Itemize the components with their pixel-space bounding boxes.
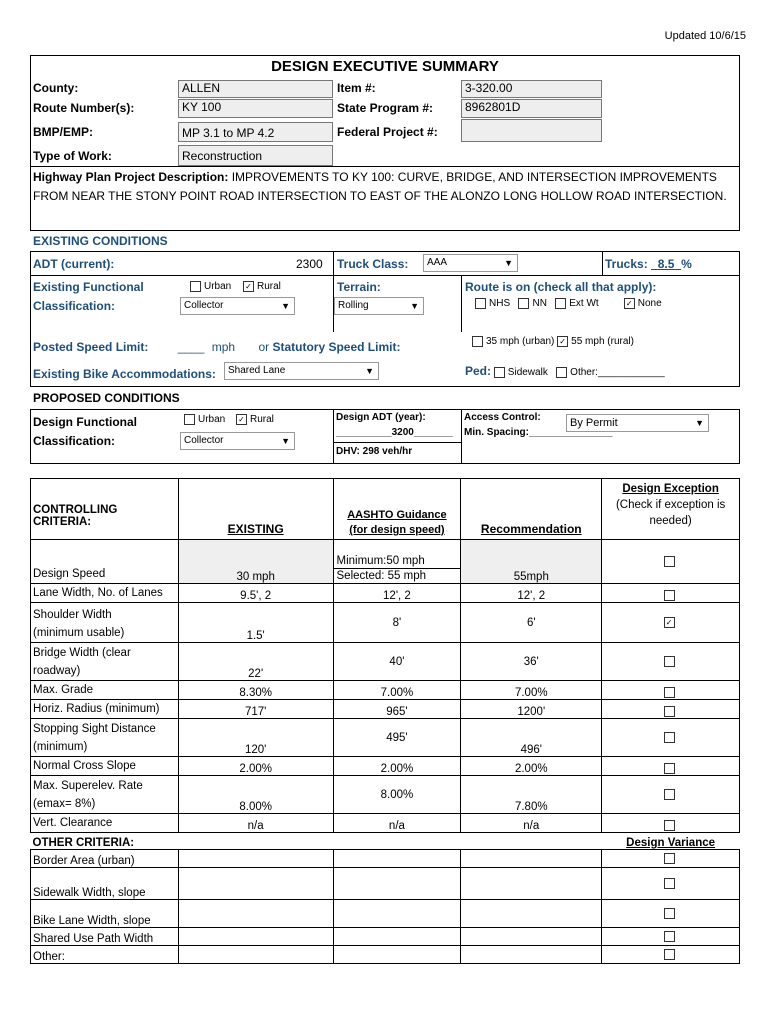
other-criteria-label: Sidewalk Width, slope [31, 868, 179, 900]
sidewalk-label: Sidewalk [507, 367, 548, 378]
recommendation-value[interactable]: n/a [461, 814, 602, 833]
criteria-label-2: roadway) [33, 665, 81, 677]
design-variance-head: Design Variance [626, 837, 716, 849]
recommendation-value[interactable]: 1200' [461, 700, 602, 719]
criteria-label-2: (emax= 8%) [33, 798, 96, 810]
trucks-value[interactable] [651, 257, 681, 271]
exception-cell [602, 584, 740, 603]
recommendation-value[interactable]: 496' [461, 719, 602, 757]
nhs-option[interactable] [475, 298, 510, 309]
checkbox-checked-icon: ✓ [624, 298, 635, 309]
route-on-label: Route is on (check all that apply): [465, 280, 657, 294]
posted-mph: mph [211, 340, 236, 354]
criteria-label-1: Max. Grade [33, 684, 94, 696]
criteria-row [31, 814, 740, 833]
recommendation-value[interactable]: 2.00% [461, 757, 602, 776]
criteria-row [31, 603, 740, 643]
extwt-label: Ext Wt [569, 298, 599, 310]
criteria-row [31, 681, 740, 700]
variance-cell [602, 900, 740, 928]
checkbox-icon[interactable] [664, 556, 675, 567]
spacer-cell [333, 833, 461, 850]
existing-value[interactable]: 8.30% [178, 681, 333, 700]
proposed-urban-option[interactable] [184, 414, 225, 425]
other-criteria-value[interactable] [461, 850, 602, 868]
description-text: IMPROVEMENTS TO KY 100: CURVE, BRIDGE, AND INTERSECTION IMPROVEMENTS FROM NEAR THE STONY POINT ROAD INTERSECTION TO EAST OF THE ALONZO LONG HOLLOW ROAD INTERSECTION. [33, 170, 727, 203]
design-adt-label: Design ADT (year): [336, 412, 426, 423]
chevron-down-icon: ▼ [504, 258, 513, 268]
aashto-head [333, 479, 461, 540]
checkbox-icon[interactable] [664, 732, 675, 743]
terrain-select[interactable] [334, 297, 424, 315]
min-spacing-label[interactable]: Min. Spacing:_______________ [464, 427, 613, 438]
existing-value[interactable]: 717' [178, 700, 333, 719]
checkbox-icon [475, 298, 486, 309]
checkbox-icon[interactable] [664, 590, 675, 601]
other-criteria-value[interactable] [461, 946, 602, 964]
checkbox-checked-icon[interactable]: ✓ [664, 617, 675, 628]
mph55-option[interactable] [557, 336, 634, 347]
other-criteria-value[interactable] [333, 928, 461, 946]
project-description [33, 168, 733, 206]
access-control-label: Access Control: [464, 412, 541, 423]
ped-label: Ped: [465, 364, 492, 378]
description-label: Highway Plan Project Description: [33, 170, 229, 184]
chevron-down-icon: ▼ [281, 436, 290, 446]
exception-cell [602, 757, 740, 776]
existing-value[interactable]: 1.5' [178, 603, 333, 643]
aashto-value[interactable]: n/a [333, 814, 461, 833]
checkbox-icon[interactable] [664, 706, 675, 717]
dhv-divider [333, 442, 461, 443]
exception-cell [602, 540, 740, 584]
chevron-down-icon: ▼ [365, 366, 374, 376]
chevron-down-icon: ▼ [281, 301, 290, 311]
design-speed-minimum: Minimum:50 mph [334, 554, 461, 569]
other-criteria-row [31, 928, 740, 946]
other-criteria-row [31, 868, 740, 900]
criteria-head-1: CONTROLLING [33, 504, 118, 516]
checkbox-icon [190, 281, 201, 292]
criteria-row [31, 719, 740, 757]
criteria-label [31, 719, 179, 757]
updated-date: Updated 10/6/15 [664, 30, 746, 42]
other-criteria-row [31, 946, 740, 964]
chevron-down-icon: ▼ [410, 301, 419, 311]
design-speed-selected: Selected: 55 mph [336, 570, 427, 582]
criteria-row [31, 584, 740, 603]
other-criteria-value[interactable] [178, 900, 333, 928]
recommendation-value[interactable]: 36' [461, 643, 602, 681]
criteria-label-1: Horiz. Radius (minimum) [33, 703, 160, 715]
truck-class-select[interactable] [423, 254, 518, 272]
checkbox-icon[interactable] [664, 763, 675, 774]
checkbox-icon [518, 298, 529, 309]
federal-project-label: Federal Project #: [337, 125, 438, 139]
dhv-text: DHV: 298 veh/hr [336, 446, 413, 457]
trucks-percent: 8.5 [657, 257, 675, 271]
existing-vline-1 [333, 251, 334, 332]
proposed-rural-option[interactable] [236, 414, 274, 425]
rural-label: Rural [257, 281, 281, 293]
existing-value[interactable]: 9.5', 2 [178, 584, 333, 603]
other-criteria-value[interactable] [178, 868, 333, 900]
existing-row-divider [30, 275, 740, 276]
mph35-option[interactable] [472, 336, 554, 347]
existing-value[interactable]: 120' [178, 719, 333, 757]
design-adt-number: 3200 [391, 427, 414, 438]
page-title: DESIGN EXECUTIVE SUMMARY [271, 58, 499, 75]
criteria-label-1: Shoulder Width [33, 609, 112, 621]
checkbox-icon [555, 298, 566, 309]
variance-cell [602, 850, 740, 868]
criteria-label-1: Design Speed [33, 568, 106, 580]
criteria-label [31, 757, 179, 776]
bmp-field[interactable]: MP 3.1 to MP 4.2 [178, 122, 333, 142]
access-control-value: By Permit [570, 417, 618, 429]
criteria-label-1: Lane Width, No. of Lanes [33, 587, 163, 599]
variance-cell [602, 928, 740, 946]
exception-cell [602, 719, 740, 757]
existing-value[interactable]: n/a [178, 814, 333, 833]
existing-value[interactable]: 2.00% [178, 757, 333, 776]
checkbox-checked-icon: ✓ [243, 281, 254, 292]
recommendation-head: Recommendation [461, 479, 602, 540]
trucks-unit: % [681, 257, 692, 271]
criteria-label [31, 603, 179, 643]
variance-cell [602, 946, 740, 964]
criteria-label-1: Bridge Width (clear [33, 647, 131, 659]
urban-label: Urban [204, 281, 232, 293]
other-option[interactable]: Other:____________ [556, 367, 665, 378]
aashto-value[interactable]: 965' [333, 700, 461, 719]
min-spacing-text: Min. Spacing: [464, 427, 529, 438]
criteria-label-1: Vert. Clearance [33, 817, 113, 829]
checkbox-icon[interactable] [664, 908, 675, 919]
spacer-cell [178, 833, 333, 850]
design-exception-head [602, 479, 740, 540]
other-criteria-label: Border Area (urban) [31, 850, 179, 868]
county-label: County: [33, 81, 79, 95]
existing-value[interactable]: 22' [178, 643, 333, 681]
other-criteria-value[interactable] [333, 946, 461, 964]
checkbox-checked-icon: ✓ [557, 336, 568, 347]
criteria-label [31, 814, 179, 833]
recommendation-value[interactable]: 7.00% [461, 681, 602, 700]
exception-head-2: (Check if exception is [615, 499, 726, 511]
work-field[interactable]: Reconstruction [178, 145, 333, 166]
exception-cell [602, 700, 740, 719]
criteria-row [31, 776, 740, 814]
trucks-label [605, 257, 692, 271]
recommendation-value[interactable]: 55mph [461, 540, 602, 584]
proposed-vline-2 [461, 409, 462, 464]
bike-select[interactable] [224, 362, 379, 380]
criteria-label [31, 540, 179, 584]
aashto-value[interactable]: 8' [333, 603, 461, 643]
aashto-head-1: AASHTO Guidance [347, 509, 447, 521]
criteria-label-1: Normal Cross Slope [33, 760, 136, 772]
checkbox-icon[interactable] [664, 789, 675, 800]
aashto-value[interactable]: 12', 2 [333, 584, 461, 603]
bike-value: Shared Lane [228, 365, 286, 376]
or-label: or [258, 340, 270, 354]
criteria-body [31, 540, 740, 833]
existing-func-select[interactable] [180, 297, 295, 315]
other-criteria-row [31, 900, 740, 928]
exception-cell [602, 681, 740, 700]
criteria-header-row [31, 479, 740, 540]
checkbox-icon [472, 336, 483, 347]
county-field[interactable]: ALLEN [178, 80, 333, 98]
trucks-label-text: Trucks: [605, 257, 648, 271]
proposed-vline-1 [333, 409, 334, 464]
proposed-func-label-1: Design Functional [33, 415, 138, 429]
none-label: None [637, 298, 662, 310]
other-criteria-body [31, 850, 740, 964]
route-on-options [475, 298, 662, 309]
none-option[interactable] [624, 298, 662, 309]
checkbox-icon[interactable] [664, 853, 675, 864]
criteria-label-1: Stopping Sight Distance [33, 723, 156, 735]
mph55-label: 55 mph (rural) [571, 336, 634, 348]
checkbox-icon [556, 367, 567, 378]
posted-speed-label: Posted Speed Limit: [33, 340, 149, 354]
route-field[interactable]: KY 100 [178, 99, 333, 118]
criteria-label-1: Max. Superelev. Rate [33, 780, 143, 792]
aashto-value[interactable]: 8.00% [333, 776, 461, 814]
checkbox-icon[interactable] [664, 878, 675, 889]
aashto-value[interactable]: 40' [333, 643, 461, 681]
criteria-row [31, 540, 740, 584]
exception-head-3: needed) [649, 515, 692, 527]
checkbox-icon [184, 414, 195, 425]
checkbox-icon [494, 367, 505, 378]
spacer-cell [461, 833, 602, 850]
mph35-label: 35 mph (urban) [486, 336, 555, 348]
existing-rural-option[interactable] [243, 281, 281, 292]
other-criteria-value[interactable] [333, 868, 461, 900]
description-divider [30, 166, 740, 167]
criteria-head [31, 479, 179, 540]
posted-speed-row [33, 340, 400, 354]
proposed-section-title: PROPOSED CONDITIONS [33, 391, 180, 405]
criteria-label [31, 700, 179, 719]
other-criteria-label: Bike Lane Width, slope [31, 900, 179, 928]
proposed-func-select[interactable] [180, 432, 295, 450]
exception-head-1: Design Exception [622, 483, 719, 495]
criteria-label [31, 776, 179, 814]
existing-head: EXISTING [178, 479, 333, 540]
existing-section-title: EXISTING CONDITIONS [33, 234, 168, 248]
other-criteria-value[interactable] [461, 868, 602, 900]
aashto-head-2: (for design speed) [349, 524, 445, 536]
statutory-speed-label: Statutory Speed Limit: [272, 340, 401, 354]
other-criteria-value[interactable] [333, 900, 461, 928]
work-label: Type of Work: [33, 149, 112, 163]
checkbox-icon[interactable] [664, 931, 675, 942]
existing-func-label-1: Existing Functional [33, 280, 144, 294]
criteria-label [31, 681, 179, 700]
proposed-rural-label: Rural [250, 414, 274, 426]
criteria-label [31, 643, 179, 681]
criteria-row [31, 757, 740, 776]
other-criteria-value[interactable] [178, 850, 333, 868]
route-label: Route Number(s): [33, 101, 135, 115]
truck-class-value: AAA [427, 257, 448, 268]
checkbox-icon[interactable] [664, 656, 675, 667]
existing-value[interactable]: 8.00% [178, 776, 333, 814]
aashto-value[interactable]: 495' [333, 719, 461, 757]
checkbox-icon[interactable] [664, 687, 675, 698]
terrain-value: Rolling [338, 300, 369, 311]
other-criteria-value[interactable] [178, 928, 333, 946]
checkbox-icon[interactable] [664, 820, 675, 831]
other-criteria-row [31, 850, 740, 868]
truck-class-label: Truck Class: [337, 257, 409, 271]
recommendation-value[interactable]: 6' [461, 603, 602, 643]
terrain-label: Terrain: [337, 280, 381, 294]
criteria-row [31, 643, 740, 681]
proposed-func-label-2: Classification: [33, 434, 116, 448]
proposed-urban-label: Urban [198, 414, 226, 426]
federal-project-field[interactable] [461, 119, 602, 142]
nn-label: NN [532, 298, 547, 310]
criteria-label [31, 584, 179, 603]
existing-func-label-2: Classification: [33, 299, 116, 313]
existing-urban-option[interactable] [190, 281, 231, 292]
existing-value[interactable]: 30 mph [178, 540, 333, 584]
existing-vline-3 [602, 251, 603, 275]
other-criteria-label: Other: [31, 946, 179, 964]
existing-func-value: Collector [184, 300, 224, 311]
criteria-row [31, 700, 740, 719]
existing-vline-2 [461, 275, 462, 332]
bike-label: Existing Bike Accommodations: [33, 367, 216, 381]
other-criteria-value[interactable] [461, 928, 602, 946]
ped-row [465, 364, 665, 378]
exception-cell [602, 776, 740, 814]
aashto-value[interactable] [333, 540, 461, 584]
aashto-value[interactable]: 7.00% [333, 681, 461, 700]
state-program-label: State Program #: [337, 101, 434, 115]
other-label: Other: [570, 367, 598, 378]
bmp-label: BMP/EMP: [33, 125, 93, 139]
checkbox-icon[interactable] [664, 949, 675, 960]
state-program-field[interactable]: 8962801D [461, 99, 602, 118]
proposed-func-value: Collector [184, 435, 224, 446]
other-criteria-value[interactable] [178, 946, 333, 964]
statutory-options [472, 336, 634, 347]
exception-cell [602, 814, 740, 833]
other-criteria-label: Shared Use Path Width [31, 928, 179, 946]
adt-label: ADT (current): [33, 257, 115, 271]
exception-cell [602, 603, 740, 643]
extwt-option[interactable] [555, 298, 598, 309]
other-criteria-value[interactable] [461, 900, 602, 928]
criteria-label-2: (minimum usable) [33, 627, 125, 639]
other-criteria-header-row [31, 833, 740, 850]
item-label: Item #: [337, 81, 376, 95]
chevron-down-icon: ▼ [695, 418, 704, 428]
aashto-value[interactable]: 2.00% [333, 757, 461, 776]
other-criteria-value[interactable] [333, 850, 461, 868]
nhs-label: NHS [489, 298, 511, 310]
criteria-label-2: (minimum) [33, 741, 88, 753]
sidewalk-option[interactable] [494, 367, 548, 378]
other-criteria-head: OTHER CRITERIA: [31, 833, 179, 850]
controlling-criteria-table [30, 478, 740, 964]
recommendation-value[interactable]: 12', 2 [461, 584, 602, 603]
adt-value[interactable]: 2300 [296, 257, 323, 271]
criteria-head-2: CRITERIA: [33, 516, 92, 528]
exception-cell [602, 643, 740, 681]
posted-speed-blank[interactable]: ____ [177, 340, 205, 354]
design-adt-value[interactable]: __________3200_______ [336, 427, 453, 438]
item-field[interactable]: 3-320.00 [461, 80, 602, 98]
recommendation-value[interactable]: 7.80% [461, 776, 602, 814]
checkbox-checked-icon: ✓ [236, 414, 247, 425]
variance-cell [602, 868, 740, 900]
nn-option[interactable] [518, 298, 546, 309]
